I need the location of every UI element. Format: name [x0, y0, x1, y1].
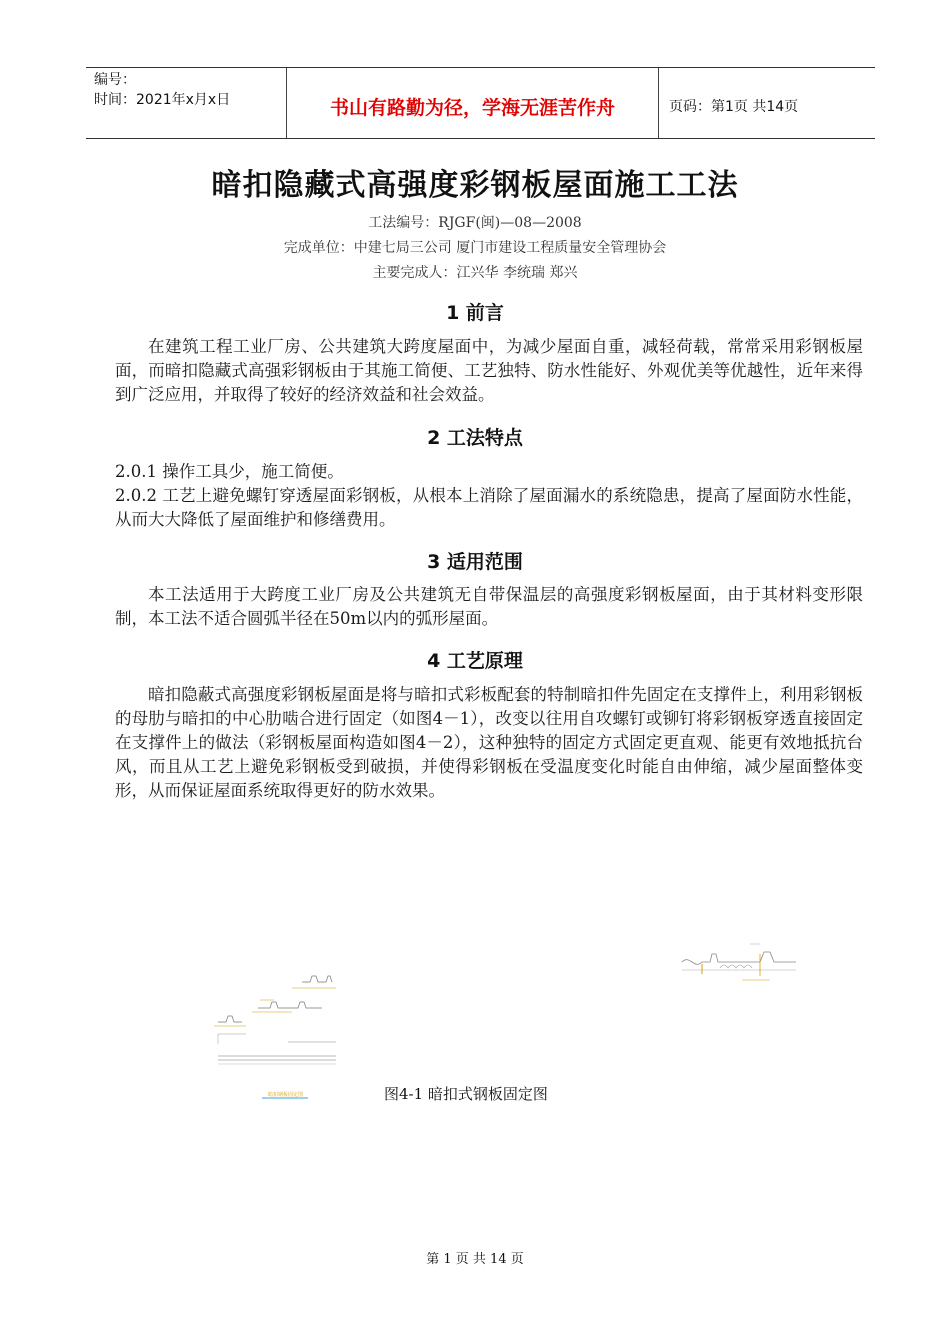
main-authors: 主要完成人：江兴华 李统瑞 郑兴 — [372, 265, 578, 281]
document-header — [86, 67, 875, 139]
figure-caption: 图4-1 暗扣式钢板固定图 — [384, 1085, 548, 1103]
section-1-paragraph: 在建筑工程工业厂房、公共建筑大跨度屋面中，为减少屋面自重，减轻荷载，常常采用彩钢板屋面，而暗扣隐藏式高强彩钢板由于其施工简便、工艺独特、防水性能好、外观优美等优越性，近年来得到广泛应用，并取得了较好的经济效益和社会效益。 — [115, 337, 863, 404]
header-left-cell — [86, 68, 286, 138]
page-title: 暗扣隐藏式高强度彩钢板屋面施工工法 — [211, 168, 739, 203]
number-label: 编号： — [94, 72, 136, 88]
figure-small-label: 暗扣钢板固定图 — [268, 1092, 304, 1098]
figure-sketch-left — [212, 970, 342, 1075]
page-footer: 第 1 页 共 14 页 — [426, 1252, 524, 1267]
section-4-paragraph: 暗扣隐蔽式高强度彩钢板屋面是将与暗扣式彩板配套的特制暗扣件先固定在支撑件上，利用彩钢板的母肋与暗扣的中心肋啮合进行固定（如图4－1），改变以往用自攻螺钉或铆钉将彩钢板穿透直接固定在支撑件上的做法（彩钢板屋面构造如图4－2），这种独特的固定方式固定更直观、能更有效地抵抗台风，而且从工艺上避免彩钢板受到破损，并使得彩钢板在受温度变化时能自由伸缩，减少屋面整体变形，从而保证屋面系统取得更好的防水效果。 — [115, 685, 863, 800]
section-3-paragraph: 本工法适用于大跨度工业厂房及公共建筑无自带保温层的高强度彩钢板屋面，由于其材料变形限制，本工法不适合圆弧半径在50m以内的弧形屋面。 — [115, 585, 863, 628]
section-2-item-2: 2.0.2 工艺上避免螺钉穿透屋面彩钢板，从根本上消除了屋面漏水的系统隐患，提高了屋面防水性能，从而大大降低了屋面维护和修缮费用。 — [115, 486, 863, 529]
section-4-heading: 4 工艺原理 — [427, 650, 523, 672]
header-page-info: 页码：第1页 共14页 — [669, 99, 799, 115]
figure-sketch-right — [680, 940, 800, 990]
header-motto: 书山有路勤为径，学海无涯苦作舟 — [286, 68, 659, 138]
time-label: 时间：2021年x月x日 — [94, 92, 231, 108]
section-1-heading: 1 前言 — [446, 302, 504, 324]
section-2-item-1: 2.0.1 操作工具少，施工简便。 — [115, 462, 344, 481]
section-2-heading: 2 工法特点 — [427, 427, 523, 449]
method-code: 工法编号：RJGF(闽)—08—2008 — [368, 215, 582, 231]
section-3-heading: 3 适用范围 — [427, 551, 523, 573]
figure-label-underline — [262, 1096, 310, 1100]
completing-units: 完成单位：中建七局三公司 厦门市建设工程质量安全管理协会 — [283, 240, 667, 256]
